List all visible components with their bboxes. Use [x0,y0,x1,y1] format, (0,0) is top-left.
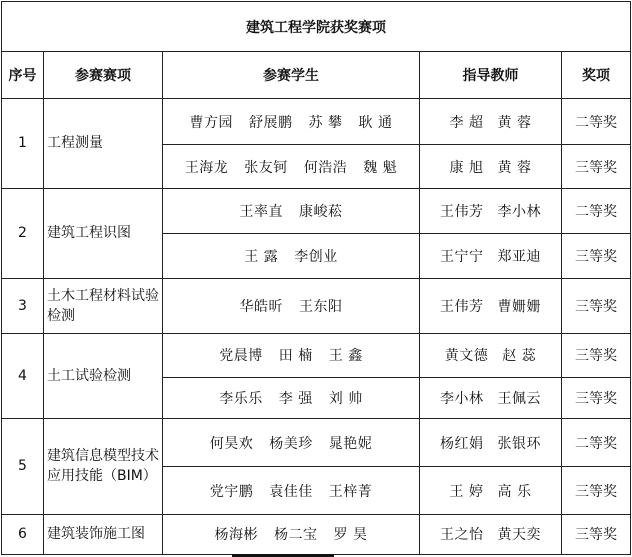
teacher-name: 郑亚迪 [497,248,541,265]
table-row [2,418,631,466]
seq-cell: 4 [2,334,44,419]
student-name: 李创业 [294,248,338,265]
seq-cell: 6 [2,514,44,554]
teachers-cell [420,99,562,145]
teachers-cell [420,234,562,278]
student-name: 杨美珍 [269,435,313,452]
award-cell: 三等奖 [562,145,631,188]
teacher-name: 李小林 [497,203,541,220]
teacher-name: 王佩云 [497,390,541,407]
header-teachers: 指导教师 [420,52,562,99]
student-name: 晁艳妮 [328,435,373,452]
teacher-name: 黄 蓉 [497,159,532,176]
student-name: 田 楠 [278,348,313,365]
award-cell: 二等奖 [562,188,631,233]
student-name: 罗 昊 [333,527,368,544]
award-cell: 二等奖 [562,418,631,466]
teacher-name: 康 旭 [449,159,484,176]
teacher-name: 曹姗姗 [497,298,541,315]
competition-cell: 建筑工程识图 [44,188,163,278]
student-name: 杨海彬 [214,527,259,544]
students-cell [163,188,420,233]
student-name: 苏 攀 [308,114,343,131]
student-name: 华皓昕 [239,298,283,315]
teacher-name: 赵 蕊 [502,348,537,365]
student-name: 李乐乐 [219,390,263,407]
award-cell: 三等奖 [562,278,631,334]
students-cell [163,334,420,377]
award-cell: 三等奖 [562,467,631,514]
header-seq: 序号 [2,52,44,99]
student-name: 王梓菁 [328,483,373,500]
student-name: 王海龙 [184,159,229,176]
student-name: 王东阳 [299,298,343,315]
teacher-name: 高 乐 [497,483,532,500]
header-students: 参赛学生 [163,52,420,99]
student-name: 张友钶 [244,159,288,176]
teacher-name: 黄天奕 [497,527,541,544]
students-cell [163,514,420,554]
header-award: 奖项 [562,52,631,99]
student-name: 王率直 [239,203,283,220]
student-name: 袁佳佳 [269,483,313,500]
teacher-name: 李小林 [440,390,484,407]
teachers-cell [420,145,562,188]
seq-cell: 1 [2,99,44,189]
teacher-name: 张银环 [497,435,541,452]
teacher-name: 黄文德 [444,348,489,365]
seq-cell: 2 [2,188,44,278]
table-body [2,99,631,555]
award-cell: 三等奖 [562,234,631,278]
teachers-cell [420,278,562,334]
students-cell [163,234,420,278]
teacher-name: 王伟芳 [440,298,484,315]
table-row [2,99,631,145]
seq-cell: 3 [2,278,44,334]
award-cell: 三等奖 [562,514,631,554]
student-name: 党晨博 [219,348,263,365]
student-name: 何浩浩 [303,159,348,176]
student-name: 曹方园 [189,114,234,131]
students-cell [163,467,420,514]
awards-table [1,1,631,555]
student-name: 杨二宝 [274,527,318,544]
award-cell: 三等奖 [562,334,631,377]
table-title: 建筑工程学院获奖赛项 [2,2,631,52]
student-name: 王 鑫 [328,348,363,365]
student-name: 舒展鹏 [249,114,293,131]
students-cell [163,377,420,418]
teacher-name: 王之怡 [440,527,484,544]
table-row [2,514,631,554]
competition-cell: 工程测量 [44,99,163,189]
student-name: 康峻菘 [299,203,343,220]
award-cell: 二等奖 [562,99,631,145]
teachers-cell [420,467,562,514]
competition-cell: 土工试验检测 [44,334,163,419]
teachers-cell [420,334,562,377]
student-name: 魏 魁 [363,159,398,176]
student-name: 王 露 [244,248,279,265]
table-row [2,334,631,377]
teacher-name: 杨红娟 [440,435,484,452]
teacher-name: 王宁宁 [440,248,484,265]
table-row [2,278,631,334]
teacher-name: 李 超 [449,114,484,131]
student-name: 刘 帅 [328,390,363,407]
students-cell [163,278,420,334]
teacher-name: 王 婷 [449,483,484,500]
student-name: 党宇鹏 [209,483,254,500]
students-cell [163,418,420,466]
teacher-name: 黄 蓉 [497,114,532,131]
teachers-cell [420,418,562,466]
teachers-cell [420,514,562,554]
teachers-cell [420,377,562,418]
award-cell: 三等奖 [562,377,631,418]
teacher-name: 王伟芳 [440,203,484,220]
students-cell [163,145,420,188]
header-competition: 参赛赛项 [44,52,163,99]
competition-cell: 土木工程材料试验检测 [44,278,163,334]
table-row [2,188,631,233]
student-name: 李 强 [278,390,313,407]
competition-cell: 建筑装饰施工图 [44,514,163,554]
student-name: 耿 通 [358,114,393,131]
students-cell [163,99,420,145]
seq-cell: 5 [2,418,44,514]
student-name: 何昊欢 [209,435,254,452]
competition-cell: 建筑信息模型技术应用技能（BIM） [44,418,163,514]
teachers-cell [420,188,562,233]
